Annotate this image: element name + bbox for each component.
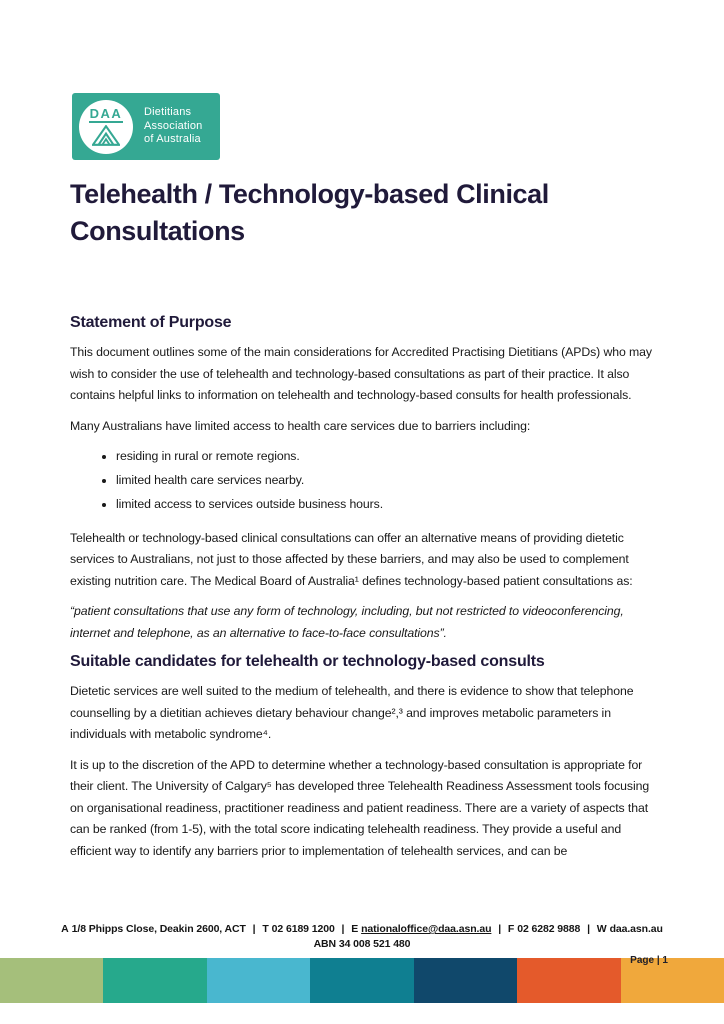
separator: | [587,923,590,935]
band-segment [517,958,620,1003]
document-body [70,313,658,871]
list-item-rural: • residing in rural or remote regions. [116,446,658,468]
list-item-limited-services: • limited health care services nearby. [116,470,658,492]
logo-orgname-line2: Association [144,119,203,132]
logo-orgname-line3: of Australia [144,133,201,146]
paragraph-readiness-tools: It is up to the discretion of the APD to determine whether a technology-based consultation is appropriate for their client. The University of Calgary⁵ has developed three Telehealth Readiness Assessment tools focusing on organisational readiness, practitioner readiness and patient readiness. There are a variety of aspects that can be ranked (from 1-5), with the total score indicating telehealth readiness. They provide a useful and efficient way to identify any barriers prior to implementation of telehealth services, and can be [70,757,650,858]
email-link[interactable]: nationaloffice@daa.asn.au [361,923,492,935]
fax-label: F [507,923,515,935]
footer-color-band [0,958,724,1003]
phone-label: T [262,923,269,935]
band-segment [103,958,206,1003]
web-label: W [596,923,607,935]
abn-line: ABN 34 008 521 480 [313,938,411,950]
paragraph-telehealth-alternative: Telehealth or technology-based clinical consultations can offer an alternative means of providing dietetic services to Australians, not just to those affected by these barriers, and may also be used to complement existing nutrition care. The Medical Board of Australia¹ defines technology-based patient consultations as: [70,530,633,588]
band-segment [207,958,310,1003]
quote-medical-board-definition: “patient consultations that use any form of technology, including, but not restricted to videoconferencing, internet and telephone, as an alternative to face-to-face consultations”. [70,604,624,640]
paragraph-purpose: This document outlines some of the main considerations for Accredited Practising Dietitians (APDs) who may wish to consider the use of telehealth and technology-based consultations as part of their practice. It also contains helpful links to information on telehealth and technology-based consults for health professionals. [70,345,652,402]
section-heading-statement-of-purpose: Statement of Purpose [70,314,232,331]
logo-orgname-line1: Dietitians [144,106,192,119]
address-value: 1/8 Phipps Close, Deakin 2600, ACT [71,923,246,935]
fax-value: 02 6282 9888 [517,923,581,935]
email-label: E [351,923,359,935]
contact-line [0,923,724,935]
web-value: daa.asn.au [609,923,663,935]
band-segment [0,958,103,1003]
daa-logo-orgname [144,106,202,147]
daa-logo-emblem [79,100,133,154]
page-title: Telehealth / Technology-based Clinical Consultations [70,179,549,246]
separator: | [498,923,502,935]
barriers-list [70,446,658,516]
paragraph-evidence: Dietetic services are well suited to the medium of telehealth, and there is evidence to show that telephone counselling by a dietitian achieves dietary behaviour change²,³ and improves metabolic parameters in individuals with metabolic syndrome⁴. [70,684,634,741]
daa-logo [72,93,220,160]
address-label: A [61,923,69,935]
band-segment [310,958,413,1003]
page-number: Page | 1 [630,955,668,966]
paragraph-barriers-intro: Many Australians have limited access to health care services due to barriers including: [70,418,531,433]
daa-logo-acronym: DAA [89,106,123,121]
phone-value: 02 6189 1200 [271,923,335,935]
mountain-triangle-icon [92,125,120,146]
list-item-business-hours: • limited access to services outside business hours. [116,494,658,516]
separator: | [252,923,256,935]
section-heading-suitable-candidates: Suitable candidates for telehealth or technology-based consults [70,653,545,670]
band-segment [414,958,517,1003]
page-footer [0,923,724,950]
separator: | [341,923,345,935]
